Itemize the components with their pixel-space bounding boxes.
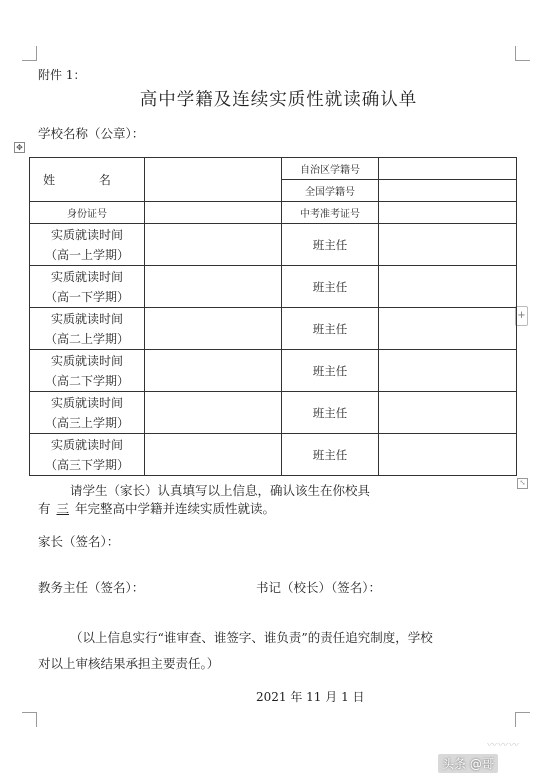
period-label: 实质就读时间 （高一上学期） — [30, 224, 145, 266]
document-date: 2021 年 11 月 1 日 — [256, 690, 365, 704]
teacher-label: 班主任 — [282, 224, 379, 266]
period-field[interactable] — [145, 224, 282, 266]
director-signature-label: 教务主任（签名）： — [38, 580, 145, 595]
region-student-id-field[interactable] — [379, 158, 517, 180]
period-field[interactable] — [145, 266, 282, 308]
teacher-field[interactable] — [379, 266, 517, 308]
name-field[interactable] — [145, 158, 282, 202]
teacher-field[interactable] — [379, 392, 517, 434]
attachment-label: 附件 1： — [38, 68, 86, 82]
margin-corner-top-right — [515, 46, 530, 61]
confirmation-form-table — [29, 157, 517, 476]
teacher-field[interactable] — [379, 308, 517, 350]
responsibility-line-1: （以上信息实行“谁审查、谁签字、谁负责”的责任追究制度，学校 — [70, 630, 433, 645]
period-field[interactable] — [145, 434, 282, 476]
table-row — [30, 392, 517, 434]
period-field[interactable] — [145, 308, 282, 350]
margin-corner-bottom-left — [22, 712, 37, 727]
teacher-label: 班主任 — [282, 392, 379, 434]
period-label: 实质就读时间 （高一下学期） — [30, 266, 145, 308]
period-field[interactable] — [145, 350, 282, 392]
table-row — [30, 308, 517, 350]
margin-corner-top-left — [22, 46, 37, 61]
parent-signature-label: 家长（签名）： — [38, 534, 120, 549]
teacher-label: 班主任 — [282, 434, 379, 476]
table-resize-handle-icon[interactable]: ⤡ — [517, 478, 528, 489]
table-row — [30, 266, 517, 308]
margin-corner-bottom-right — [515, 712, 530, 727]
teacher-field[interactable] — [379, 224, 517, 266]
period-label: 实质就读时间 （高三下学期） — [30, 434, 145, 476]
period-label: 实质就读时间 （高三上学期） — [30, 392, 145, 434]
watermark-author: 头条 @哥 — [438, 754, 498, 773]
period-field[interactable] — [145, 392, 282, 434]
table-row — [30, 434, 517, 476]
period-label: 实质就读时间 （高二上学期） — [30, 308, 145, 350]
exam-admission-id-field[interactable] — [379, 202, 517, 224]
school-name-label: 学校名称（公章）： — [38, 126, 145, 141]
table-row — [30, 350, 517, 392]
secretary-signature-label: 书记（校长）（签名）： — [256, 580, 382, 595]
teacher-label: 班主任 — [282, 350, 379, 392]
teacher-label: 班主任 — [282, 266, 379, 308]
responsibility-line-2: 对以上审核结果承担主要责任。） — [38, 656, 220, 671]
table-row — [30, 224, 517, 266]
teacher-field[interactable] — [379, 350, 517, 392]
table-move-handle-icon[interactable]: ✥ — [14, 142, 25, 153]
add-column-plus-icon[interactable]: + — [515, 306, 528, 326]
statement-line-1: 请学生（家长）认真填写以上信息，确认该生在你校具 — [70, 483, 371, 498]
id-card-field[interactable] — [145, 202, 282, 224]
watermark-seal-graphic: 〰〰〰 — [486, 740, 519, 751]
document-title: 高中学籍及连续实质性就读确认单 — [139, 90, 418, 110]
table-row — [30, 158, 517, 180]
exam-admission-id-label: 中考准考证号 — [282, 202, 379, 224]
id-card-label: 身份证号 — [30, 202, 145, 224]
statement-line-2: 有 三 年完整高中学籍并连续实质性就读。 — [38, 501, 276, 516]
teacher-label: 班主任 — [282, 308, 379, 350]
name-label: 姓 名 — [30, 158, 145, 202]
table-row — [30, 202, 517, 224]
national-student-id-field[interactable] — [379, 180, 517, 202]
period-label: 实质就读时间 （高二下学期） — [30, 350, 145, 392]
teacher-field[interactable] — [379, 434, 517, 476]
years-value: 三 — [56, 501, 70, 516]
national-student-id-label: 全国学籍号 — [282, 180, 379, 202]
region-student-id-label: 自治区学籍号 — [282, 158, 379, 180]
